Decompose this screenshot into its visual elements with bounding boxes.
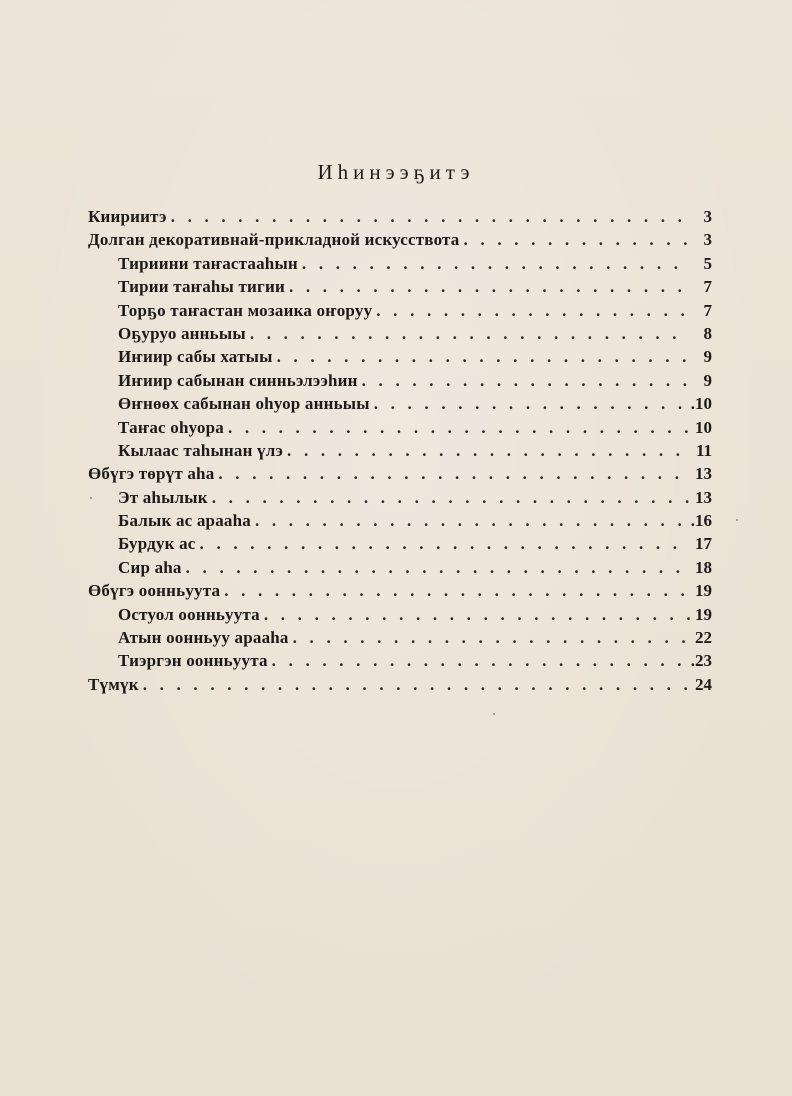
paper-speck [736,519,738,521]
dot-leader [212,486,690,509]
dot-leader [287,439,690,462]
toc-entry [88,486,712,509]
table-of-contents [88,205,712,696]
toc-entry-title: Өбүгэ оонньуута [88,581,221,601]
paper-speck [90,497,92,499]
toc-entry [88,369,712,392]
toc-entry-page: 7 [703,277,712,297]
toc-entry-page: 13 [695,464,712,484]
toc-entry [88,556,712,579]
toc-entry-title: Тиэргэн оонньуута [118,651,268,671]
toc-entry [88,322,712,345]
dot-leader [464,228,690,251]
toc-entry [88,509,712,532]
toc-entry-title: Торҕо таҥастан мозаика оҥоруу [118,300,373,320]
toc-entry [88,416,712,439]
toc-entry [88,439,712,462]
toc-entry-title: Киириитэ [88,207,167,226]
toc-entry-page: .10 [690,394,712,414]
dot-leader [272,649,687,672]
page-title: Иһинээҕитэ [317,160,475,184]
toc-entry-title: Өбүгэ төрүт аһа [88,464,215,484]
dot-leader [186,556,690,579]
toc-entry-page: 9 [703,347,712,367]
dot-leader [362,369,690,392]
toc-entry [88,345,712,368]
toc-entry-title: Өҥнөөх сабынан оһуор анньыы [118,394,370,414]
toc-entry-title: Түмүк [88,674,139,694]
toc-entry-title: Иҥиир сабы хатыы [118,347,273,367]
dot-leader [228,416,690,439]
toc-entry [88,603,712,626]
dot-leader [302,252,690,275]
toc-entry-title: Кылаас таһынан үлэ [118,440,284,460]
dot-leader [250,322,690,345]
toc-entry [88,532,712,555]
toc-entry-title: Тириини таҥастааһын [118,253,298,273]
toc-entry-page: 19 [695,604,712,624]
toc-entry [88,649,712,672]
dot-leader [289,275,690,298]
toc-entry-title: Долган декоративнай-прикладной искусствота [88,230,460,250]
toc-entry-page: 11 [695,440,712,460]
toc-entry [88,275,712,298]
toc-entry-page: 24 [695,674,712,694]
toc-entry [88,205,712,228]
toc-entry-page: .16 [690,511,712,531]
toc-entry-title: Эт аһылык [118,487,208,507]
toc-entry-page: 17 [695,534,712,554]
toc-entry [88,228,712,251]
toc-entry-page: 19 [695,581,712,601]
toc-entry [88,673,712,696]
toc-entry-page: 10 [695,417,712,437]
toc-entry-title: Атын оонньуу арааһа [118,628,289,648]
toc-entry-title: Балык ас арааһа [118,511,251,531]
toc-entry-title: Тирии таҥаһы тигии [118,277,285,297]
toc-entry-page: 9 [703,370,712,390]
toc-entry-page: 8 [703,323,712,343]
toc-entry-title: Иҥиир сабынан синньэлээһин [118,370,358,390]
toc-entry [88,626,712,649]
toc-entry-title: Оҕуруо анньыы [118,323,246,343]
paper-speck [493,713,495,715]
toc-entry [88,462,712,485]
toc-entry [88,299,712,322]
dot-leader [200,532,690,555]
toc-entry-page: 3 [703,207,712,226]
toc-entry-page: 7 [703,300,712,320]
dot-leader [277,345,690,368]
toc-entry-page: .23 [690,651,712,671]
toc-entry-page: 3 [703,230,712,250]
toc-entry [88,252,712,275]
dot-leader [224,579,690,602]
toc-entry-title: Бурдук ас [118,534,196,554]
dot-leader [374,392,687,415]
dot-leader [376,299,690,322]
toc-entry-title: Остуол оонньуута [118,604,260,624]
toc-entry-page: 18 [695,557,712,577]
toc-entry [88,392,712,415]
dot-leader [218,462,690,485]
dot-leader [293,626,690,649]
toc-entry-page: 22 [695,628,712,648]
toc-entry-page: 13 [695,487,712,507]
toc-entry-title: Таҥас оһуора [118,417,224,437]
toc-entry-page: 5 [703,253,712,273]
dot-leader [264,603,690,626]
dot-leader [143,673,690,696]
dot-leader [255,509,687,532]
toc-entry-title: Сир аһа [118,557,182,577]
toc-entry [88,579,712,602]
dot-leader [171,205,690,228]
